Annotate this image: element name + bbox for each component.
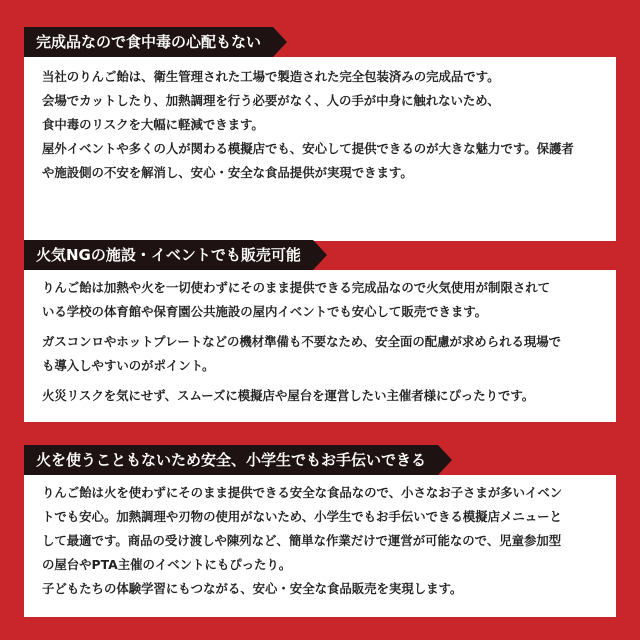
body-line: して最適です。商品の受け渡しや陳列など、簡単な作業だけで運営が可能なので、児童参加型	[42, 533, 562, 548]
body-line: トでも安心。加熱調理や刃物の使用がないため、小学生でもお手伝いできる模擬店メニューと	[42, 509, 562, 524]
body-line: 会場でカットしたり、加熱調理を行う必要がなく、人の手が中身に触れないため、	[42, 93, 500, 108]
section-heading: 火気NGの施設・イベントでも販売可能	[24, 240, 313, 270]
body-line: りんご飴は加熱や火を一切使わずにそのまま提供できる完成品なので火気使用が制限されて	[42, 280, 551, 295]
section-heading: 火を使うこともないため安全、小学生でもお手伝いできる	[24, 445, 438, 475]
section-body	[24, 270, 616, 422]
body-line: も導入しやすいのがポイント。	[42, 358, 215, 373]
body-line: 食中毒のリスクを大幅に軽減できます。	[42, 117, 264, 132]
body-line: や施設側の不安を解消し、安心・安全な食品提供が実現できます。	[42, 165, 413, 180]
body-line: の屋台やPTA主催のイベントにもぴったり。	[42, 557, 292, 572]
section-body	[24, 475, 616, 617]
body-line: いる学校の体育館や保育園公共施設の屋内イベントでも安心して販売できます。	[42, 304, 488, 319]
body-line: 子どもたちの体験学習にもつながる、安心・安全な食品販売を実現します。	[42, 581, 463, 596]
body-line: 当社のりんご飴は、衛生管理された工場で製造された完全包装済みの完成品です。	[42, 69, 500, 84]
body-line: りんご飴は火を使わずにそのまま提供できる安全な食品なので、小さなお子さまが多いイベン	[42, 485, 563, 500]
section-heading: 完成品なので食中毒の心配もない	[24, 27, 273, 57]
body-line: ガスコンロやホットプレートなどの機材準備も不要なため、安全面の配慮が求められる現場で	[42, 334, 562, 349]
body-line: 屋外イベントや多くの人が関わる模擬店でも、安心して提供できるのが大きな魅力です。保護者	[42, 141, 574, 156]
section-body	[24, 57, 616, 241]
body-line: 火災リスクを気にせず、スムーズに模擬店や屋台を運営したい主催者様にぴったりです。	[42, 388, 535, 403]
